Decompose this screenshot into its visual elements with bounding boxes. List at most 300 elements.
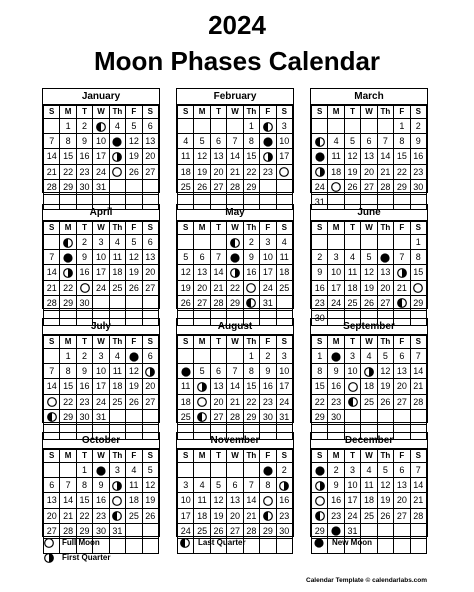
day-cell: 16	[243, 265, 259, 280]
day-cell-last-moon	[312, 508, 328, 523]
day-cell: 8	[60, 134, 76, 149]
weekday-header: F	[260, 106, 276, 119]
day-cell-full-moon	[260, 493, 276, 508]
weekday-header: T	[344, 106, 360, 119]
week-row	[178, 394, 293, 409]
week-row	[44, 478, 159, 493]
day-cell: 8	[410, 250, 426, 265]
day-cell: 9	[76, 134, 92, 149]
week-row	[44, 523, 159, 538]
day-cell: 1	[243, 119, 259, 134]
week-row	[44, 235, 159, 250]
day-cell: 14	[227, 379, 243, 394]
day-cell: 2	[243, 235, 259, 250]
day-cell: 22	[76, 508, 92, 523]
day-cell: 4	[109, 235, 125, 250]
day-cell: 29	[243, 179, 259, 194]
week-row	[44, 280, 159, 295]
weekday-header: S	[178, 450, 194, 463]
week-row	[312, 379, 427, 394]
weekday-header: T	[210, 450, 226, 463]
day-cell: 30	[328, 409, 344, 424]
week-row	[312, 295, 427, 310]
day-cell: 21	[210, 280, 226, 295]
last-quarter-icon	[348, 397, 358, 407]
day-cell: 24	[276, 394, 292, 409]
empty-cell	[227, 119, 243, 134]
full-moon-icon	[331, 182, 341, 192]
empty-cell	[394, 538, 410, 553]
weekday-header: W	[361, 222, 377, 235]
weekday-header: F	[126, 336, 142, 349]
day-cell: 27	[394, 508, 410, 523]
first-quarter-icon	[263, 152, 273, 162]
last-quarter-icon	[230, 238, 240, 248]
weekday-header: Th	[243, 450, 259, 463]
day-cell: 26	[142, 508, 158, 523]
day-cell: 27	[142, 394, 158, 409]
day-cell: 3	[178, 478, 194, 493]
week-row	[178, 164, 293, 179]
day-cell: 25	[276, 280, 292, 295]
day-cell: 4	[328, 134, 344, 149]
day-cell: 20	[142, 149, 158, 164]
week-row	[44, 164, 159, 179]
week-row	[178, 134, 293, 149]
day-cell: 25	[178, 409, 194, 424]
day-cell: 2	[328, 463, 344, 478]
first-quarter-icon	[112, 481, 122, 491]
day-cell: 18	[126, 493, 142, 508]
empty-cell	[142, 523, 158, 538]
day-cell: 4	[109, 349, 125, 364]
day-cell: 23	[260, 394, 276, 409]
day-cell: 25	[178, 179, 194, 194]
day-cell-first-moon	[227, 265, 243, 280]
day-cell: 16	[76, 265, 92, 280]
empty-cell	[361, 523, 377, 538]
day-cell: 11	[178, 379, 194, 394]
day-cell: 11	[109, 250, 125, 265]
day-cell: 26	[377, 508, 393, 523]
day-cell: 8	[60, 364, 76, 379]
day-cell: 21	[243, 508, 259, 523]
first-quarter-icon	[315, 167, 325, 177]
day-cell: 28	[227, 179, 243, 194]
month-grid	[177, 335, 293, 440]
weekday-header: S	[312, 106, 328, 119]
day-cell: 3	[109, 463, 125, 478]
day-cell: 4	[344, 250, 360, 265]
weekday-header: S	[312, 450, 328, 463]
week-row	[178, 364, 293, 379]
day-cell: 7	[60, 478, 76, 493]
week-row	[178, 463, 293, 478]
day-cell: 17	[178, 508, 194, 523]
day-cell: 26	[194, 179, 210, 194]
week-row	[44, 265, 159, 280]
week-row	[312, 508, 427, 523]
day-cell: 1	[60, 119, 76, 134]
weekday-header: S	[142, 450, 158, 463]
legend-new-moon	[314, 538, 372, 548]
day-cell: 12	[126, 364, 142, 379]
weekday-header: S	[142, 106, 158, 119]
empty-cell	[260, 179, 276, 194]
weekday-header: Th	[243, 336, 259, 349]
day-cell: 4	[361, 349, 377, 364]
day-cell: 3	[276, 349, 292, 364]
day-cell: 4	[276, 235, 292, 250]
weekday-header: S	[44, 222, 60, 235]
new-moon-icon	[63, 253, 73, 263]
legend-first-quarter-label: First Quarter	[62, 553, 111, 563]
week-row	[44, 463, 159, 478]
day-cell: 13	[142, 134, 158, 149]
weekday-header: W	[361, 450, 377, 463]
day-cell: 18	[194, 508, 210, 523]
weekday-header: S	[410, 450, 426, 463]
day-cell: 20	[227, 508, 243, 523]
week-row	[178, 149, 293, 164]
empty-cell	[227, 463, 243, 478]
week-row	[312, 493, 427, 508]
weekday-header: F	[260, 450, 276, 463]
day-cell: 1	[243, 349, 259, 364]
day-cell: 7	[44, 134, 60, 149]
last-quarter-icon	[263, 511, 273, 521]
month-name: May	[177, 205, 293, 221]
weekday-header: F	[126, 106, 142, 119]
month-november	[176, 432, 294, 537]
day-cell: 6	[194, 250, 210, 265]
day-cell: 21	[227, 394, 243, 409]
day-cell: 7	[227, 134, 243, 149]
last-quarter-icon	[315, 511, 325, 521]
empty-cell	[377, 538, 393, 553]
day-cell: 17	[93, 149, 109, 164]
day-cell-new-moon	[60, 250, 76, 265]
day-cell: 3	[276, 119, 292, 134]
weekday-header: T	[76, 222, 92, 235]
calendar-title: Moon Phases Calendar	[93, 46, 381, 76]
day-cell: 18	[361, 493, 377, 508]
day-cell: 16	[410, 149, 426, 164]
day-cell: 12	[142, 478, 158, 493]
day-cell: 23	[93, 508, 109, 523]
empty-cell	[276, 538, 292, 553]
weekday-header: Th	[377, 106, 393, 119]
empty-cell	[312, 119, 328, 134]
weekday-header: Th	[243, 222, 259, 235]
day-cell: 9	[76, 364, 92, 379]
empty-cell	[276, 179, 292, 194]
week-row	[44, 295, 159, 310]
weekday-header: S	[276, 106, 292, 119]
day-cell: 13	[142, 250, 158, 265]
full-moon-icon	[263, 496, 273, 506]
day-cell: 27	[361, 179, 377, 194]
weekday-header: W	[93, 106, 109, 119]
weekday-header: M	[60, 222, 76, 235]
day-cell: 31	[260, 295, 276, 310]
week-row	[44, 379, 159, 394]
full-moon-icon	[47, 397, 57, 407]
month-name: June	[311, 205, 427, 221]
day-cell: 22	[312, 394, 328, 409]
day-cell: 10	[93, 364, 109, 379]
empty-cell	[126, 538, 142, 553]
day-cell: 16	[93, 493, 109, 508]
empty-cell	[394, 235, 410, 250]
day-cell-new-moon	[328, 523, 344, 538]
day-cell: 18	[344, 280, 360, 295]
day-cell: 23	[328, 508, 344, 523]
weekday-header: T	[344, 450, 360, 463]
day-cell: 10	[344, 478, 360, 493]
day-cell: 30	[76, 409, 92, 424]
week-row	[312, 265, 427, 280]
empty-cell	[344, 409, 360, 424]
day-cell: 16	[276, 493, 292, 508]
week-row	[178, 179, 293, 194]
day-cell: 18	[178, 394, 194, 409]
day-cell: 22	[227, 280, 243, 295]
week-row	[178, 280, 293, 295]
day-cell: 5	[210, 478, 226, 493]
day-cell: 25	[361, 394, 377, 409]
day-cell-full-moon	[243, 280, 259, 295]
full-moon-icon	[279, 167, 289, 177]
day-cell: 21	[410, 493, 426, 508]
day-cell: 1	[60, 349, 76, 364]
weekday-header: T	[344, 336, 360, 349]
day-cell: 3	[344, 349, 360, 364]
day-cell: 19	[344, 164, 360, 179]
empty-cell	[44, 235, 60, 250]
day-cell-full-moon	[276, 164, 292, 179]
day-cell: 22	[60, 394, 76, 409]
day-cell: 1	[394, 119, 410, 134]
day-cell: 21	[44, 164, 60, 179]
week-row	[44, 349, 159, 364]
month-grid	[311, 221, 427, 326]
month-name: December	[311, 433, 427, 449]
empty-cell	[126, 409, 142, 424]
day-cell: 7	[243, 478, 259, 493]
month-june	[310, 204, 428, 324]
week-row	[312, 119, 427, 134]
day-cell: 29	[243, 409, 259, 424]
new-moon-icon	[315, 152, 325, 162]
day-cell: 15	[410, 265, 426, 280]
last-quarter-icon	[47, 412, 57, 422]
legend-last-quarter-label: Last Quarter	[198, 538, 246, 548]
day-cell-first-moon	[142, 364, 158, 379]
empty-cell	[194, 463, 210, 478]
day-cell: 11	[328, 149, 344, 164]
empty-cell	[328, 235, 344, 250]
day-cell: 19	[178, 280, 194, 295]
day-cell: 12	[126, 250, 142, 265]
day-cell-first-moon	[260, 149, 276, 164]
weekday-header: S	[44, 106, 60, 119]
day-cell: 9	[93, 478, 109, 493]
last-quarter-icon	[263, 122, 273, 132]
day-cell: 12	[178, 265, 194, 280]
day-cell-last-moon	[260, 119, 276, 134]
weekday-header: W	[227, 450, 243, 463]
weekday-header: M	[194, 450, 210, 463]
first-quarter-icon	[315, 481, 325, 491]
day-cell: 31	[93, 409, 109, 424]
weekday-header: W	[227, 222, 243, 235]
empty-cell	[142, 179, 158, 194]
day-cell: 8	[312, 364, 328, 379]
day-cell: 10	[260, 250, 276, 265]
month-grid	[177, 221, 293, 326]
day-cell: 12	[210, 493, 226, 508]
day-cell: 20	[210, 164, 226, 179]
week-row	[44, 134, 159, 149]
day-cell: 27	[394, 394, 410, 409]
day-cell: 9	[410, 134, 426, 149]
week-row	[178, 508, 293, 523]
weekday-header: S	[312, 222, 328, 235]
new-moon-icon	[112, 137, 122, 147]
month-may	[176, 204, 294, 309]
weekday-header: T	[76, 106, 92, 119]
week-row	[178, 493, 293, 508]
full-moon-icon	[112, 496, 122, 506]
day-cell: 11	[178, 149, 194, 164]
day-cell: 25	[194, 523, 210, 538]
day-cell: 26	[344, 179, 360, 194]
day-cell: 27	[227, 523, 243, 538]
day-cell: 6	[394, 463, 410, 478]
weekday-header: M	[328, 106, 344, 119]
day-cell: 5	[361, 250, 377, 265]
legend-last-quarter	[180, 538, 246, 548]
day-cell: 8	[243, 364, 259, 379]
day-cell: 17	[344, 493, 360, 508]
empty-cell	[142, 538, 158, 553]
empty-cell	[377, 409, 393, 424]
week-row	[312, 478, 427, 493]
empty-cell	[377, 119, 393, 134]
new-moon-icon	[331, 526, 341, 536]
new-moon-icon	[263, 137, 273, 147]
day-cell: 5	[377, 463, 393, 478]
empty-cell	[44, 349, 60, 364]
empty-cell	[109, 538, 125, 553]
weekday-header: M	[60, 336, 76, 349]
day-cell: 1	[410, 235, 426, 250]
day-cell: 19	[361, 280, 377, 295]
week-row	[178, 478, 293, 493]
day-cell: 27	[44, 523, 60, 538]
empty-cell	[328, 119, 344, 134]
month-march	[310, 88, 428, 208]
day-cell-new-moon	[328, 349, 344, 364]
day-cell: 19	[377, 379, 393, 394]
day-cell: 13	[194, 265, 210, 280]
empty-cell	[410, 538, 426, 553]
day-cell: 26	[126, 280, 142, 295]
day-cell: 26	[178, 295, 194, 310]
day-cell: 15	[243, 149, 259, 164]
day-cell-full-moon	[328, 179, 344, 194]
day-cell-first-moon	[60, 265, 76, 280]
day-cell: 14	[410, 364, 426, 379]
weekday-header: S	[142, 336, 158, 349]
day-cell: 14	[377, 149, 393, 164]
day-cell: 29	[60, 409, 76, 424]
empty-cell	[260, 538, 276, 553]
day-cell: 31	[93, 179, 109, 194]
day-cell: 21	[394, 280, 410, 295]
weekday-header: M	[60, 106, 76, 119]
week-row	[312, 394, 427, 409]
weekday-header: M	[60, 450, 76, 463]
day-cell-last-moon	[312, 134, 328, 149]
day-cell: 2	[76, 119, 92, 134]
day-cell: 19	[210, 508, 226, 523]
new-moon-icon	[129, 352, 139, 362]
day-cell: 8	[243, 134, 259, 149]
day-cell: 22	[243, 394, 259, 409]
day-cell: 5	[344, 134, 360, 149]
day-cell: 5	[194, 134, 210, 149]
weekday-header: Th	[243, 106, 259, 119]
day-cell: 13	[227, 493, 243, 508]
day-cell: 30	[76, 295, 92, 310]
day-cell: 28	[410, 394, 426, 409]
empty-cell	[194, 119, 210, 134]
day-cell-first-moon	[312, 478, 328, 493]
empty-cell	[344, 235, 360, 250]
week-row	[44, 493, 159, 508]
month-name: March	[311, 89, 427, 105]
weekday-header: S	[44, 336, 60, 349]
day-cell-last-moon	[344, 394, 360, 409]
day-cell: 4	[361, 463, 377, 478]
weekday-header: W	[361, 336, 377, 349]
weekday-header: M	[194, 106, 210, 119]
month-name: July	[43, 319, 159, 335]
day-cell: 10	[93, 134, 109, 149]
weekday-header: S	[410, 336, 426, 349]
day-cell: 17	[328, 280, 344, 295]
weekday-header: T	[210, 106, 226, 119]
day-cell: 3	[328, 250, 344, 265]
day-cell: 24	[344, 508, 360, 523]
month-grid	[177, 105, 293, 210]
empty-cell	[210, 349, 226, 364]
day-cell: 20	[142, 265, 158, 280]
day-cell: 24	[93, 164, 109, 179]
new-moon-icon	[263, 466, 273, 476]
day-cell-new-moon	[227, 250, 243, 265]
day-cell: 6	[394, 349, 410, 364]
empty-cell	[109, 179, 125, 194]
day-cell: 22	[60, 164, 76, 179]
day-cell: 13	[210, 149, 226, 164]
day-cell: 2	[276, 463, 292, 478]
weekday-header: S	[44, 450, 60, 463]
day-cell-new-moon	[93, 463, 109, 478]
weekday-header: F	[394, 336, 410, 349]
